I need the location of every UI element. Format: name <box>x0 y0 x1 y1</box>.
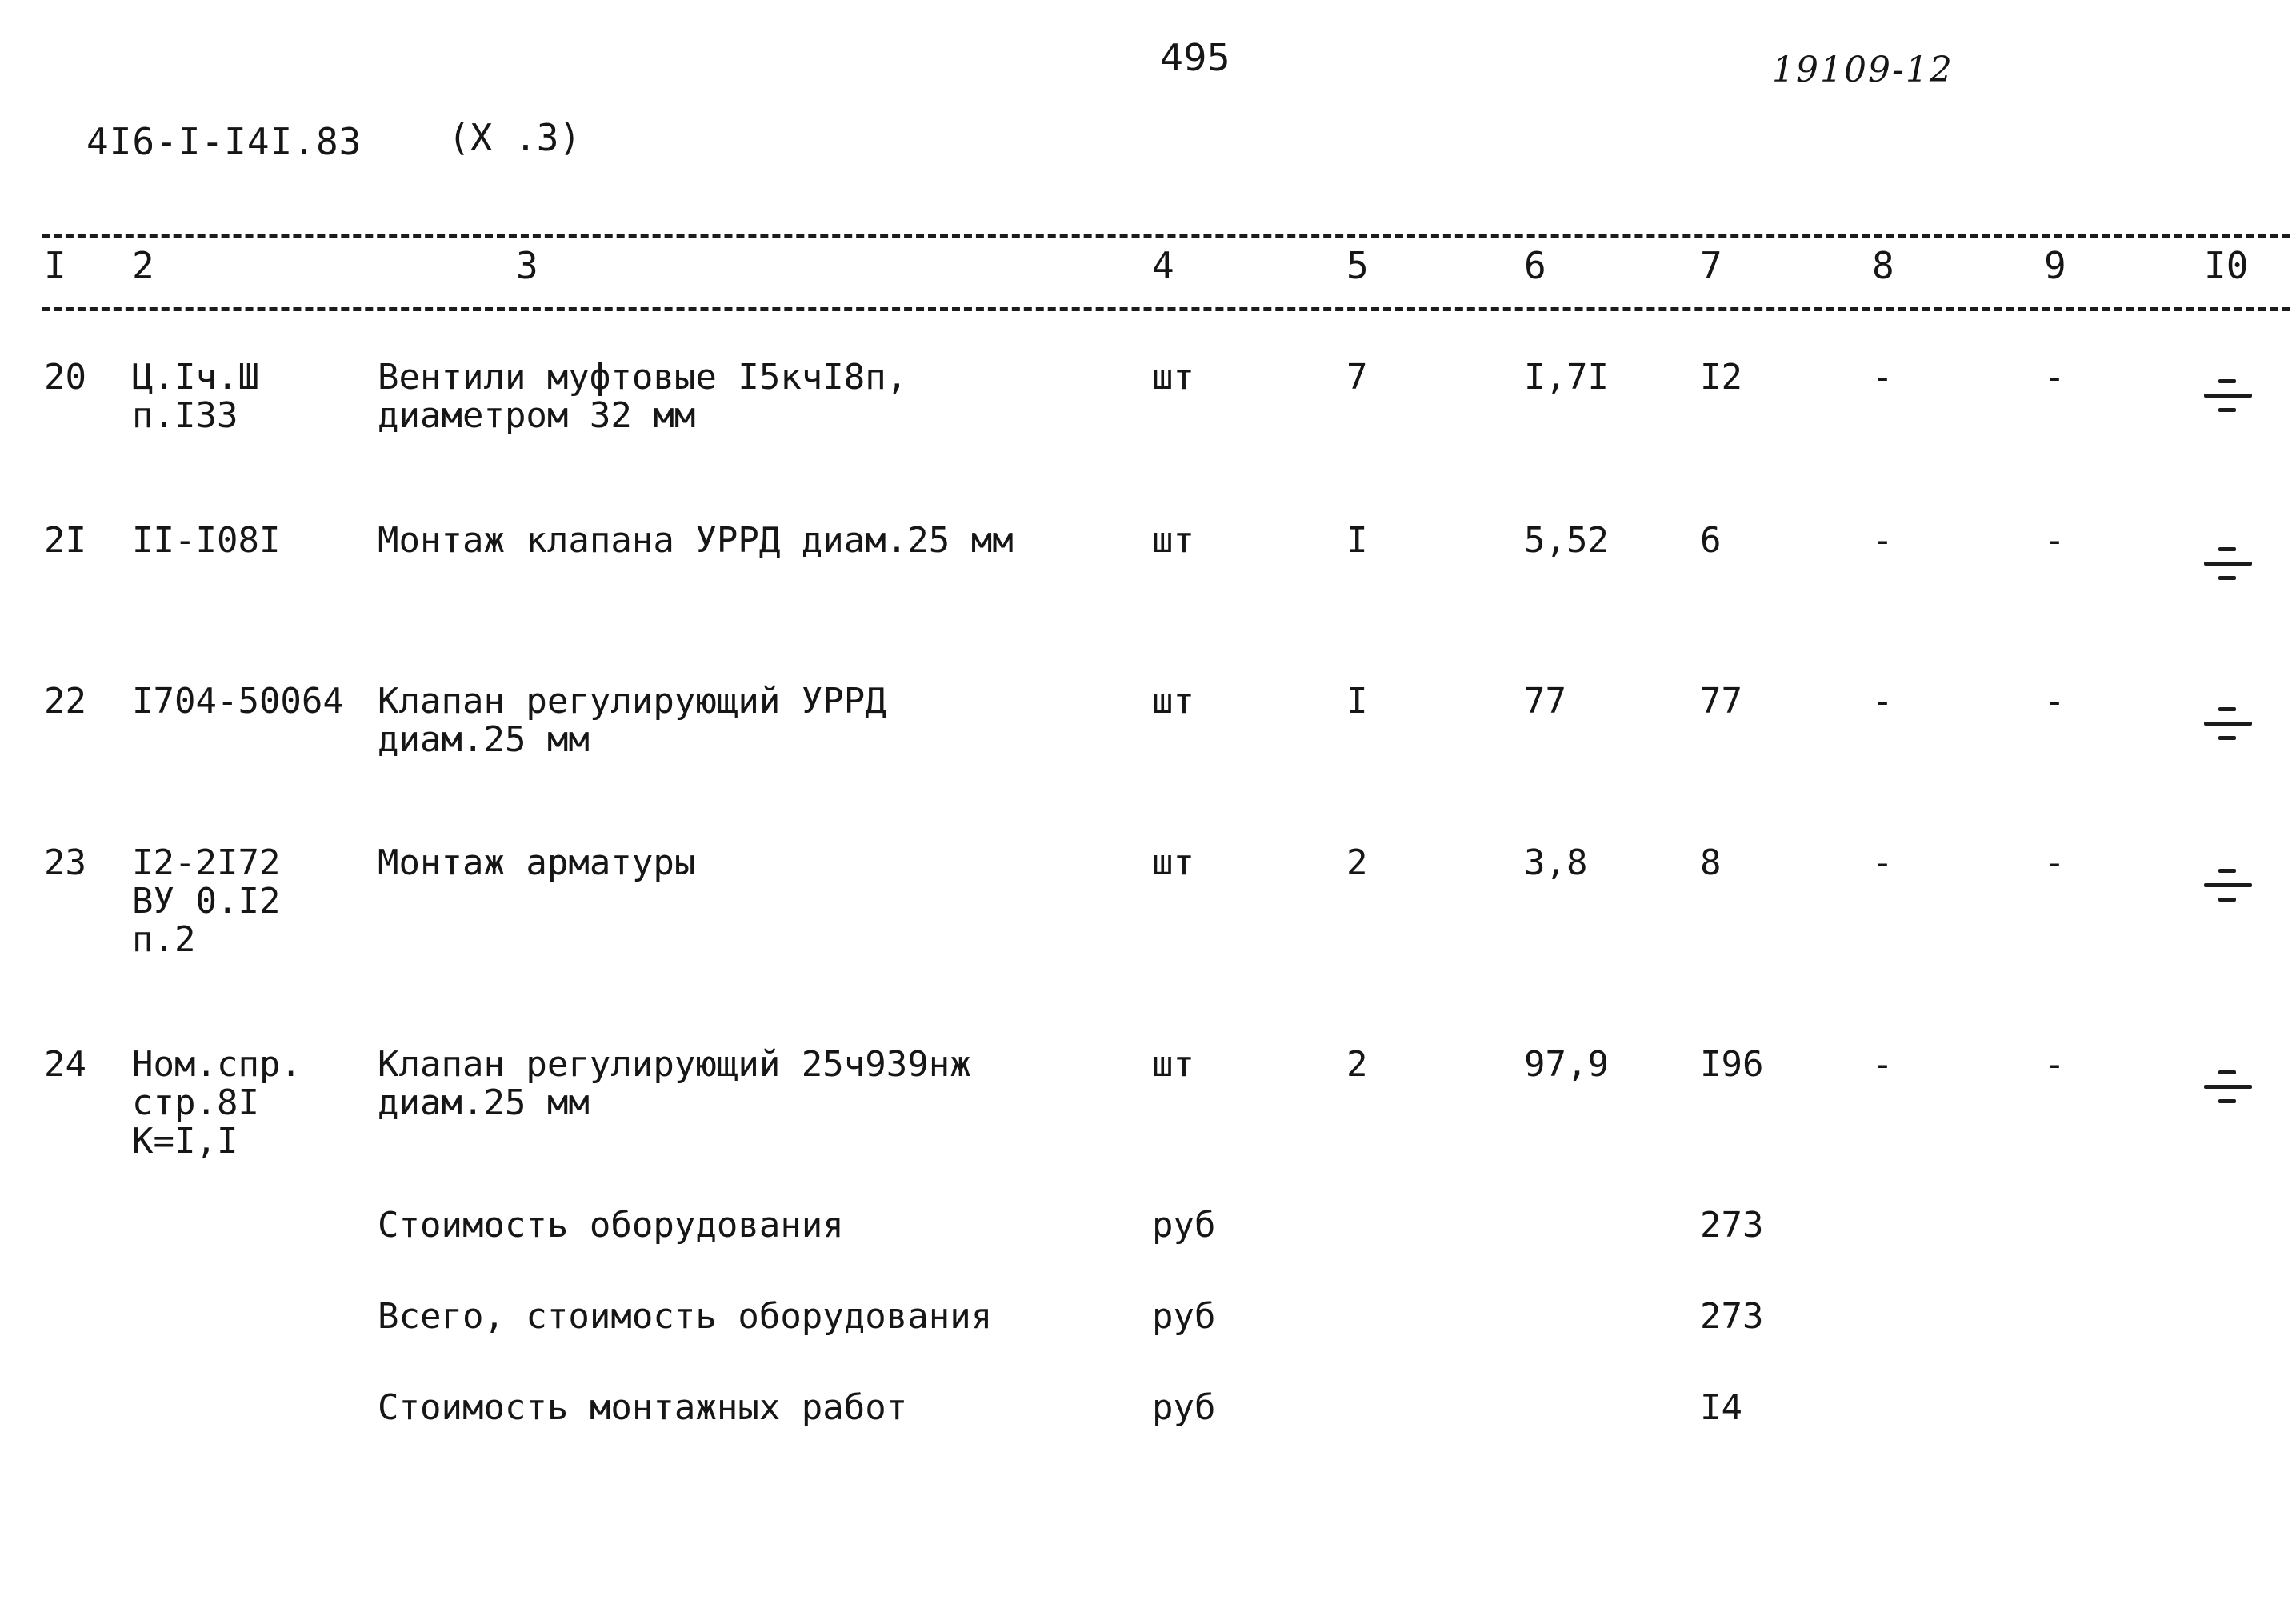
row-col-9: - <box>2044 357 2066 398</box>
section-label: (X .3) <box>448 116 582 159</box>
row-number: 22 <box>44 681 86 722</box>
row-quantity: 2 <box>1346 842 1368 883</box>
total-label: Стоимость оборудования <box>378 1205 844 1246</box>
total-unit: руб <box>1152 1205 1216 1246</box>
total-label: Стоимость монтажных работ <box>378 1387 908 1428</box>
row-col-8: - <box>1872 1044 1894 1085</box>
row-reference: I704-50064 <box>132 681 344 722</box>
header-col-8: 8 <box>1872 244 1894 287</box>
row-unit-price: 77 <box>1524 681 1566 722</box>
row-unit-price: 5,52 <box>1524 520 1609 561</box>
row-total: 6 <box>1700 520 1722 561</box>
row-dash-mark <box>2204 1066 2252 1114</box>
header-bottom-rule <box>42 307 2290 311</box>
header-col-9: 9 <box>2044 244 2066 287</box>
row-unit: шт <box>1152 520 1194 561</box>
row-quantity: 7 <box>1346 357 1368 398</box>
row-description: Монтаж арматуры <box>378 842 696 883</box>
document-code: 4I6-I-I4I.83 <box>86 120 362 163</box>
row-col-9: - <box>2044 842 2066 883</box>
row-col-8: - <box>1872 842 1894 883</box>
row-description: Монтаж клапана УРРД диам.25 мм <box>378 520 1014 561</box>
row-total: I2 <box>1700 357 1742 398</box>
header-col-5: 5 <box>1346 244 1369 287</box>
row-dash-mark <box>2204 864 2252 912</box>
row-description: Вентили муфтовые I5кчI8п, диаметром 32 мм <box>378 357 908 436</box>
header-col-7: 7 <box>1700 244 1722 287</box>
total-unit: руб <box>1152 1387 1216 1428</box>
header-col-10: I0 <box>2204 244 2249 287</box>
row-unit-price: 97,9 <box>1524 1044 1609 1085</box>
row-reference: II-I08I <box>132 520 281 561</box>
row-description: Клапан регулирующий УРРД диам.25 мм <box>378 681 886 760</box>
row-total: I96 <box>1700 1044 1764 1085</box>
header-col-2: 2 <box>132 244 154 287</box>
total-value: 273 <box>1700 1296 1764 1337</box>
row-number: 2I <box>44 520 86 561</box>
row-col-8: - <box>1872 357 1894 398</box>
handwritten-note: 19109-12 <box>1772 50 1954 90</box>
total-unit: руб <box>1152 1296 1216 1337</box>
row-total: 8 <box>1700 842 1722 883</box>
row-description: Клапан регулирующий 25ч939нж диам.25 мм <box>378 1044 971 1123</box>
row-unit: шт <box>1152 1044 1194 1085</box>
row-number: 24 <box>44 1044 86 1085</box>
row-quantity: I <box>1346 520 1368 561</box>
row-reference: Ц.Iч.Ш п.I33 <box>132 357 259 436</box>
header-col-1: I <box>44 244 66 287</box>
header-col-6: 6 <box>1524 244 1546 287</box>
row-col-9: - <box>2044 520 2066 561</box>
total-value: 273 <box>1700 1205 1764 1246</box>
row-col-8: - <box>1872 520 1894 561</box>
row-reference: I2-2I72 ВУ 0.I2 п.2 <box>132 842 281 960</box>
row-quantity: 2 <box>1346 1044 1368 1085</box>
row-number: 23 <box>44 842 86 883</box>
row-number: 20 <box>44 357 86 398</box>
row-dash-mark <box>2204 374 2252 422</box>
row-unit: шт <box>1152 681 1194 722</box>
total-value: I4 <box>1700 1387 1742 1428</box>
header-col-3: 3 <box>516 244 538 287</box>
row-dash-mark <box>2204 702 2252 750</box>
row-unit-price: I,7I <box>1524 357 1609 398</box>
page-number: 495 <box>1160 36 1230 79</box>
row-dash-mark <box>2204 542 2252 590</box>
row-col-8: - <box>1872 681 1894 722</box>
total-label: Всего, стоимость оборудования <box>378 1296 993 1337</box>
row-col-9: - <box>2044 681 2066 722</box>
header-col-4: 4 <box>1152 244 1174 287</box>
row-col-9: - <box>2044 1044 2066 1085</box>
row-quantity: I <box>1346 681 1368 722</box>
header-top-rule <box>42 234 2290 238</box>
row-total: 77 <box>1700 681 1742 722</box>
row-reference: Ном.спр. стр.8I К=I,I <box>132 1044 302 1162</box>
row-unit: шт <box>1152 357 1194 398</box>
row-unit: шт <box>1152 842 1194 883</box>
row-unit-price: 3,8 <box>1524 842 1588 883</box>
